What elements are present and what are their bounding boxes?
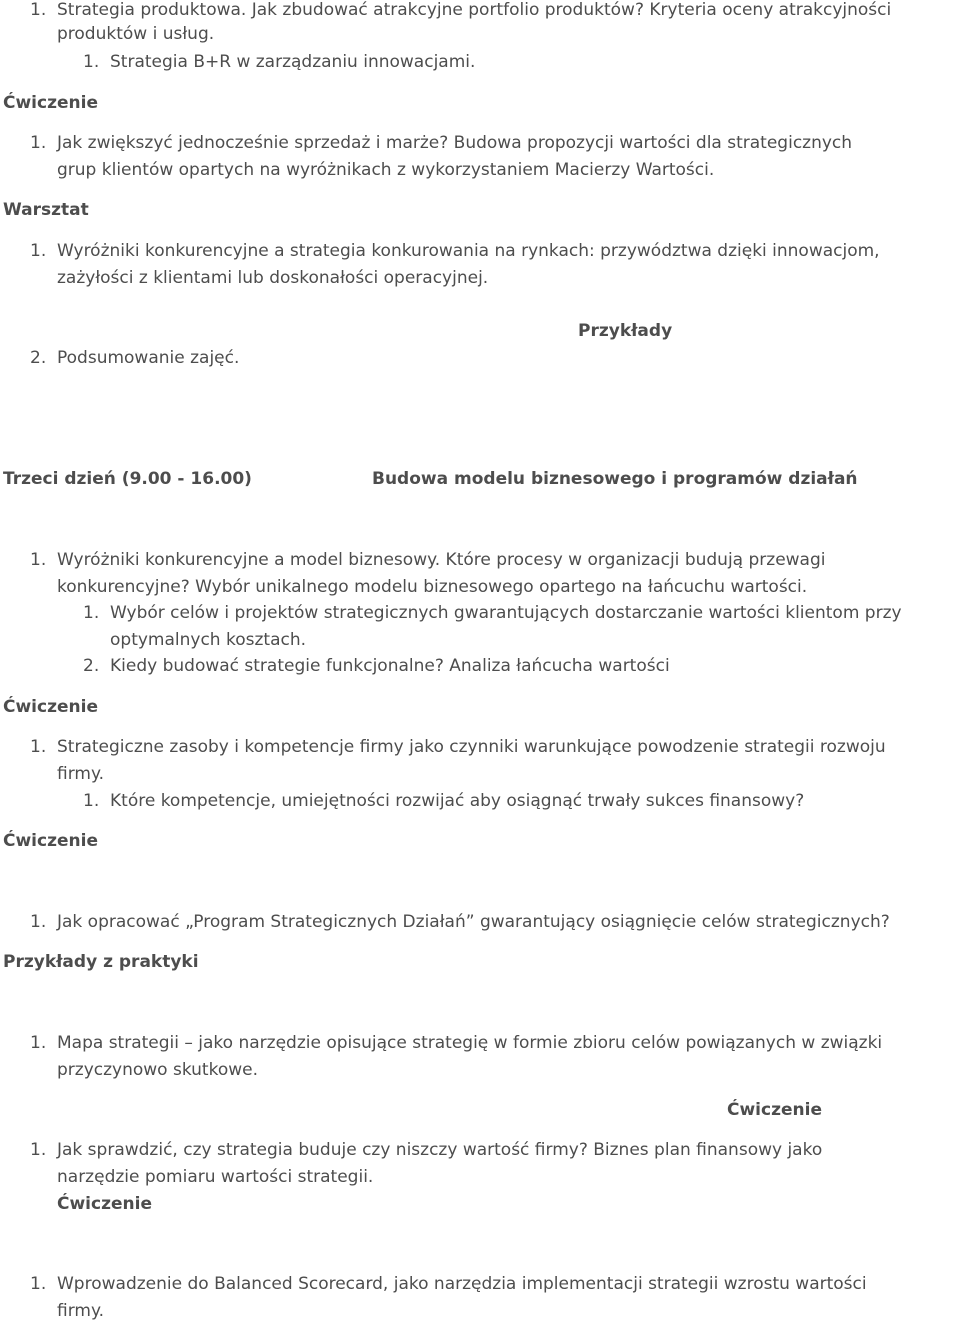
item-text: Strategia B+R w zarządzaniu innowacjami. bbox=[110, 52, 476, 72]
item-text-line-2: przyczynowo skutkowe. bbox=[57, 1060, 259, 1080]
item-text-line-1: Jak sprawdzić, czy strategia buduje czy niszczy wartość firmy? Biznes plan finansowy jako bbox=[57, 1140, 823, 1160]
item-text: Podsumowanie zajęć. bbox=[57, 348, 240, 368]
item-number: 1. bbox=[30, 1274, 47, 1294]
section-title: Budowa modelu biznesowego i programów działań bbox=[372, 469, 858, 489]
item-number: 1. bbox=[30, 241, 47, 261]
item-text-line-2: konkurencyjne? Wybór unikalnego modelu biznesowego opartego na łańcuchu wartości. bbox=[57, 577, 808, 597]
item-text-line-2: produktów i usług. bbox=[57, 24, 215, 44]
heading-przyklady: Przykłady bbox=[578, 321, 673, 341]
item-text: Kiedy budować strategie funkcjonalne? Analiza łańcucha wartości bbox=[110, 656, 670, 676]
item-number: 1. bbox=[30, 133, 47, 153]
item-text-line-2: firmy. bbox=[57, 1301, 104, 1321]
item-number: 1. bbox=[83, 603, 100, 623]
item-text-line-1: Wprowadzenie do Balanced Scorecard, jako narzędzia implementacji strategii wzrostu wartości bbox=[57, 1274, 867, 1294]
item-text-line-2: firmy. bbox=[57, 764, 104, 784]
item-text-line-2: optymalnych kosztach. bbox=[110, 630, 307, 650]
item-number: 2. bbox=[83, 656, 100, 676]
heading-cwiczenie: Ćwiczenie bbox=[3, 831, 98, 851]
item-number: 1. bbox=[83, 52, 100, 72]
item-text-line-1: Strategiczne zasoby i kompetencje firmy jako czynniki warunkujące powodzenie strategii rozwoju bbox=[57, 737, 886, 757]
item-text-line-1: Wyróżniki konkurencyjne a strategia konkurowania na rynkach: przywództwa dzięki innowacjom, bbox=[57, 241, 880, 261]
heading-cwiczenie: Ćwiczenie bbox=[3, 697, 98, 717]
day-heading: Trzeci dzień (9.00 - 16.00) bbox=[3, 469, 252, 489]
item-number: 1. bbox=[30, 1033, 47, 1053]
heading-cwiczenie: Ćwiczenie bbox=[57, 1194, 152, 1214]
item-text-line-2: grup klientów opartych na wyróżnikach z wykorzystaniem Macierzy Wartości. bbox=[57, 160, 715, 180]
item-number: 1. bbox=[30, 0, 47, 20]
heading-przyklady-z-praktyki: Przykłady z praktyki bbox=[3, 952, 199, 972]
item-text-line-1: Wybór celów i projektów strategicznych gwarantujących dostarczanie wartości klientom przy bbox=[110, 603, 902, 623]
item-text-line-2: zażyłości z klientami lub doskonałości operacyjnej. bbox=[57, 268, 489, 288]
item-number: 1. bbox=[30, 550, 47, 570]
item-text-line-1: Wyróżniki konkurencyjne a model biznesowy. Które procesy w organizacji budują przewagi bbox=[57, 550, 826, 570]
item-number: 1. bbox=[30, 912, 47, 932]
heading-cwiczenie: Ćwiczenie bbox=[3, 93, 98, 113]
item-text: Jak opracować „Program Strategicznych Działań” gwarantujący osiągnięcie celów strategicznych? bbox=[57, 912, 890, 932]
heading-warsztat: Warsztat bbox=[3, 200, 89, 220]
item-number: 1. bbox=[30, 1140, 47, 1160]
item-number: 2. bbox=[30, 348, 47, 368]
item-text-line-1: Mapa strategii – jako narzędzie opisujące strategię w formie zbioru celów powiązanych w związki bbox=[57, 1033, 883, 1053]
item-text-line-2: narzędzie pomiaru wartości strategii. bbox=[57, 1167, 374, 1187]
item-text-line-1: Jak zwiększyć jednocześnie sprzedaż i marże? Budowa propozycji wartości dla strategicznych bbox=[57, 133, 853, 153]
heading-cwiczenie: Ćwiczenie bbox=[727, 1100, 822, 1120]
item-text: Które kompetencje, umiejętności rozwijać aby osiągnąć trwały sukces finansowy? bbox=[110, 791, 805, 811]
item-number: 1. bbox=[30, 737, 47, 757]
item-number: 1. bbox=[83, 791, 100, 811]
item-text-line-1: Strategia produktowa. Jak zbudować atrakcyjne portfolio produktów? Kryteria oceny atrakcyjności bbox=[57, 0, 892, 20]
